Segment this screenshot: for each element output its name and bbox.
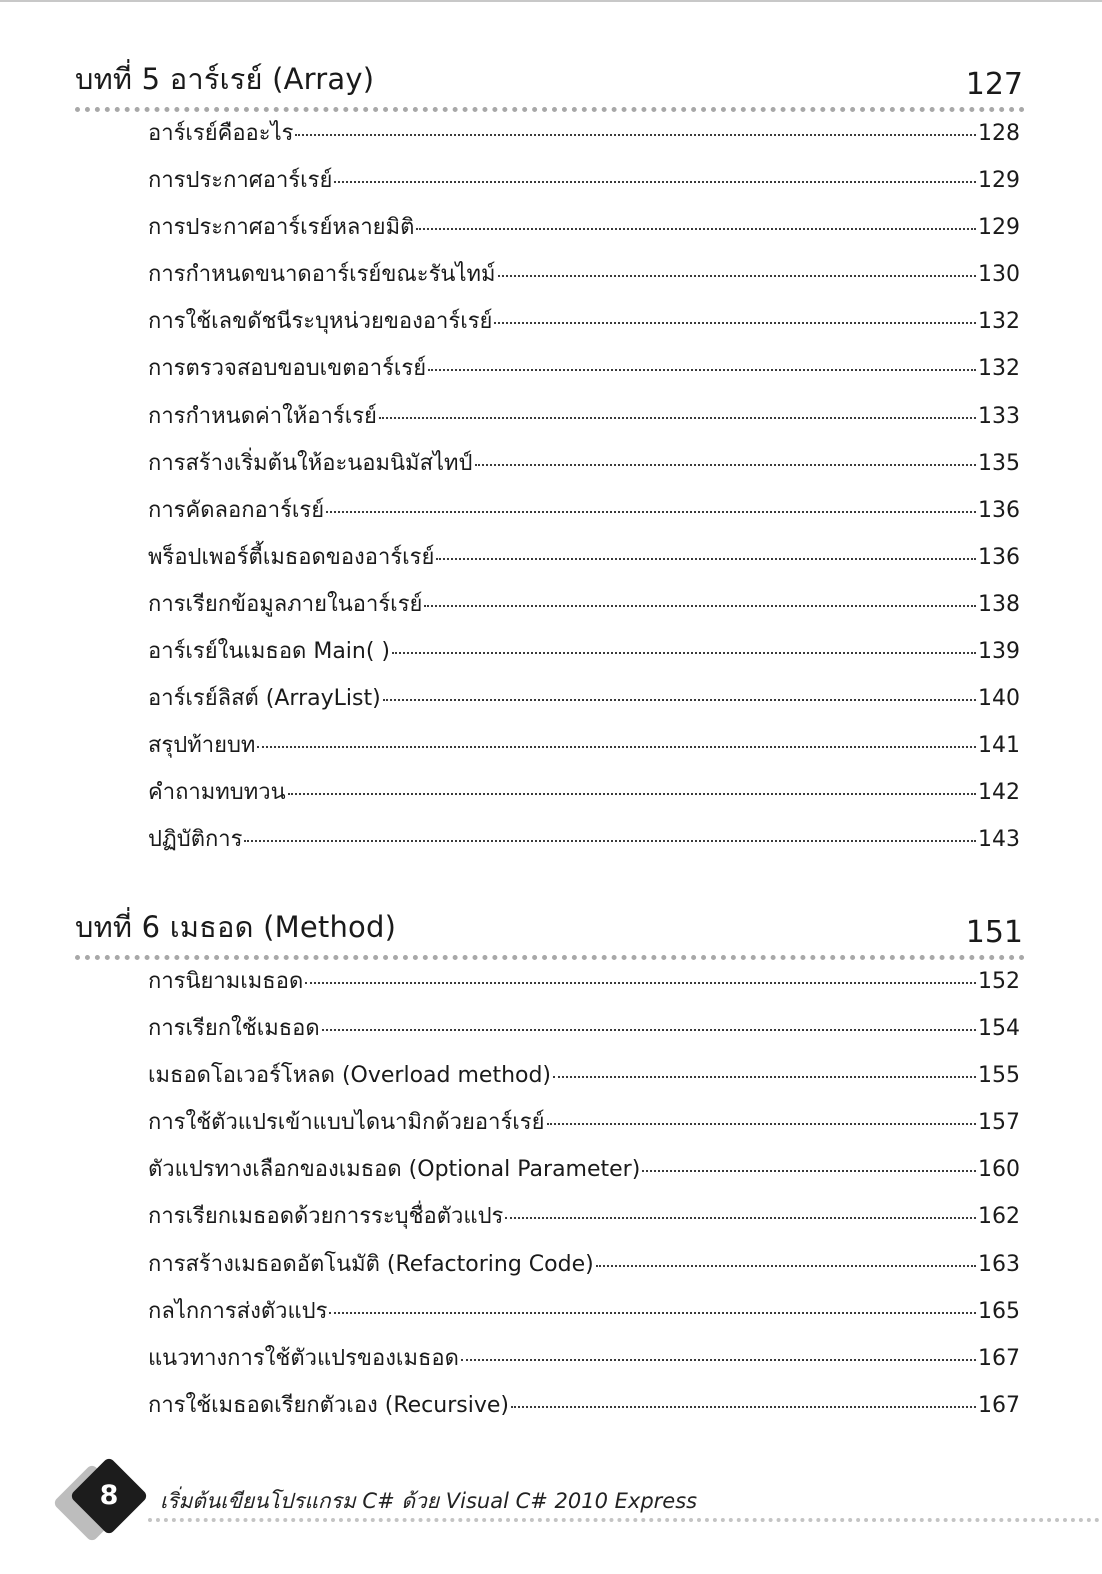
toc-entry-title: การประกาศอาร์เรย์หลายมิติ [148, 215, 415, 241]
toc-entry [148, 1293, 1020, 1340]
toc-entry [148, 727, 1020, 774]
toc-entry-title: เมธอดโอเวอร์โหลด (Overload method) [148, 1063, 552, 1089]
toc-entry-page: 157 [978, 1110, 1020, 1136]
toc-entry-page: 130 [978, 262, 1020, 288]
chapter-5-section [75, 64, 1025, 869]
toc-entry-list [75, 112, 1025, 869]
toc-entry-title: พร็อปเพอร์ตี้เมธอดของอาร์เรย์ [148, 544, 435, 570]
page-footer [0, 1455, 1102, 1555]
dot-leader [436, 558, 976, 560]
toc-entry-page: 129 [978, 168, 1020, 194]
toc-entry-title: การสร้างเริ่มต้นให้อะนอมนิมัสไทป์ [148, 450, 473, 476]
toc-entry [148, 115, 1020, 162]
toc-entry-title: การใช้เมธอดเรียกตัวเอง (Recursive) [148, 1392, 509, 1418]
toc-entry-page: 136 [978, 544, 1020, 570]
toc-entry [148, 162, 1020, 209]
toc-entry-title: การประกาศอาร์เรย์ [148, 168, 333, 194]
toc-entry [148, 633, 1020, 680]
dot-leader [498, 275, 976, 277]
toc-entry-title: การเรียกเมธอดด้วยการระบุชื่อตัวแปร [148, 1204, 504, 1230]
dot-leader [379, 417, 976, 419]
toc-entry-title: การคัดลอกอาร์เรย์ [148, 497, 325, 523]
toc-entry-page: 139 [978, 639, 1020, 665]
toc-entry [148, 1246, 1020, 1293]
dot-leader [257, 746, 976, 748]
chapter-title: บทที่ 6 เมธอด (Method) [75, 910, 397, 944]
chapter-6-section [75, 912, 1025, 1434]
toc-entry-page: 143 [978, 827, 1020, 853]
toc-entry [148, 1387, 1020, 1434]
dot-leader [288, 793, 976, 795]
toc-entry-page: 129 [978, 215, 1020, 241]
toc-entry-page: 155 [978, 1063, 1020, 1089]
toc-entry [148, 209, 1020, 256]
dot-leader [305, 982, 976, 984]
dot-leader [295, 134, 976, 136]
toc-entry [148, 821, 1020, 868]
toc-entry-page: 136 [978, 497, 1020, 523]
chapter-heading [75, 64, 1025, 104]
toc-entry [148, 1340, 1020, 1387]
dot-leader [244, 840, 976, 842]
toc-entry [148, 1151, 1020, 1198]
toc-entry-title: คำถามทบทวน [148, 780, 286, 806]
toc-entry-page: 133 [978, 403, 1020, 429]
chapter-title: บทที่ 5 อาร์เรย์ (Array) [75, 62, 375, 96]
dot-leader [547, 1123, 977, 1125]
toc-entry-title: การสร้างเมธอดอัตโนมัติ (Refactoring Code) [148, 1251, 594, 1277]
toc-entry-title: การนิยามเมธอด [148, 969, 304, 994]
toc-entry-title: อาร์เรย์คืออะไร [148, 121, 294, 146]
dot-leader [322, 1029, 976, 1031]
toc-entry-page: 128 [978, 121, 1020, 146]
toc-entry-page: 132 [978, 309, 1020, 335]
dot-leader [511, 1406, 976, 1408]
dot-leader [505, 1217, 976, 1219]
toc-entry-page: 162 [978, 1204, 1020, 1230]
toc-entry-title: การใช้ตัวแปรเข้าแบบไดนามิกด้วยอาร์เรย์ [148, 1110, 545, 1136]
toc-entry-title: กลไกการส่งตัวแปร [148, 1298, 328, 1324]
toc-entry-title: การเรียกข้อมูลภายในอาร์เรย์ [148, 591, 423, 617]
toc-entry-page: 154 [978, 1016, 1020, 1042]
dot-leader [326, 511, 976, 513]
toc-entry-title: สรุปท้ายบท [148, 733, 256, 759]
toc-entry [148, 350, 1020, 397]
toc-entry [148, 303, 1020, 350]
dot-leader [383, 699, 976, 701]
dot-leader [494, 322, 976, 324]
toc-entry [148, 680, 1020, 727]
toc-entry-title: การกำหนดค่าให้อาร์เรย์ [148, 403, 377, 429]
toc-entry-page: 135 [978, 450, 1020, 476]
toc-entry-page: 163 [978, 1251, 1020, 1277]
toc-entry [148, 492, 1020, 539]
top-border-line [0, 0, 1102, 2]
toc-entry [148, 963, 1020, 1010]
toc-entry-page: 140 [978, 686, 1020, 712]
toc-entry-page: 167 [978, 1345, 1020, 1371]
toc-entry-page: 167 [978, 1392, 1020, 1418]
toc-entry-title: การกำหนดขนาดอาร์เรย์ขณะรันไทม์ [148, 262, 496, 288]
footer-divider [148, 1518, 1100, 1522]
toc-entry-list [75, 960, 1025, 1434]
toc-entry [148, 1057, 1020, 1104]
dot-leader [475, 464, 976, 466]
dot-leader [334, 181, 976, 183]
toc-entry-page: 142 [978, 780, 1020, 806]
toc-entry-title: อาร์เรย์ลิสต์ (ArrayList) [148, 686, 381, 712]
toc-entry-page: 165 [978, 1298, 1020, 1324]
dot-leader [392, 652, 976, 654]
dot-leader [329, 1312, 976, 1314]
footer-book-title: เริ่มต้นเขียนโปรแกรม C# ด้วย Visual C# 2010 Express [160, 1489, 698, 1513]
toc-entry-page: 152 [978, 969, 1020, 994]
footer-page-number: 8 [99, 1480, 119, 1511]
toc-entry-title: ตัวแปรทางเลือกของเมธอด (Optional Parameter) [148, 1157, 641, 1183]
toc-entry-title: การใช้เลขดัชนีระบุหน่วยของอาร์เรย์ [148, 309, 493, 335]
dot-leader [416, 228, 976, 230]
toc-entry-page: 132 [978, 356, 1020, 382]
toc-entry [148, 586, 1020, 633]
dot-leader [553, 1076, 976, 1078]
toc-entry-page: 160 [978, 1157, 1020, 1183]
toc-entry-title: อาร์เรย์ในเมธอด Main( ) [148, 639, 391, 665]
toc-entry-title: ปฏิบัติการ [148, 827, 243, 853]
chapter-page-number: 151 [965, 915, 1023, 950]
toc-entry-title: การตรวจสอบขอบเขตอาร์เรย์ [148, 356, 427, 382]
toc-entry-page: 138 [978, 591, 1020, 617]
toc-entry [148, 539, 1020, 586]
toc-entry-title: การเรียกใช้เมธอด [148, 1016, 320, 1042]
dot-leader [461, 1359, 976, 1361]
chapter-heading [75, 912, 1025, 952]
dot-leader [642, 1170, 976, 1172]
toc-entry [148, 445, 1020, 492]
chapter-page-number: 127 [965, 67, 1023, 102]
toc-entry-page: 141 [978, 733, 1020, 759]
dot-leader [596, 1265, 976, 1267]
dot-leader [424, 605, 976, 607]
toc-entry [148, 1198, 1020, 1245]
toc-entry [148, 1010, 1020, 1057]
toc-entry [148, 1104, 1020, 1151]
toc-entry [148, 398, 1020, 445]
toc-entry [148, 774, 1020, 821]
toc-entry-title: แนวทางการใช้ตัวแปรของเมธอด [148, 1345, 459, 1371]
toc-entry [148, 256, 1020, 303]
dot-leader [428, 369, 976, 371]
